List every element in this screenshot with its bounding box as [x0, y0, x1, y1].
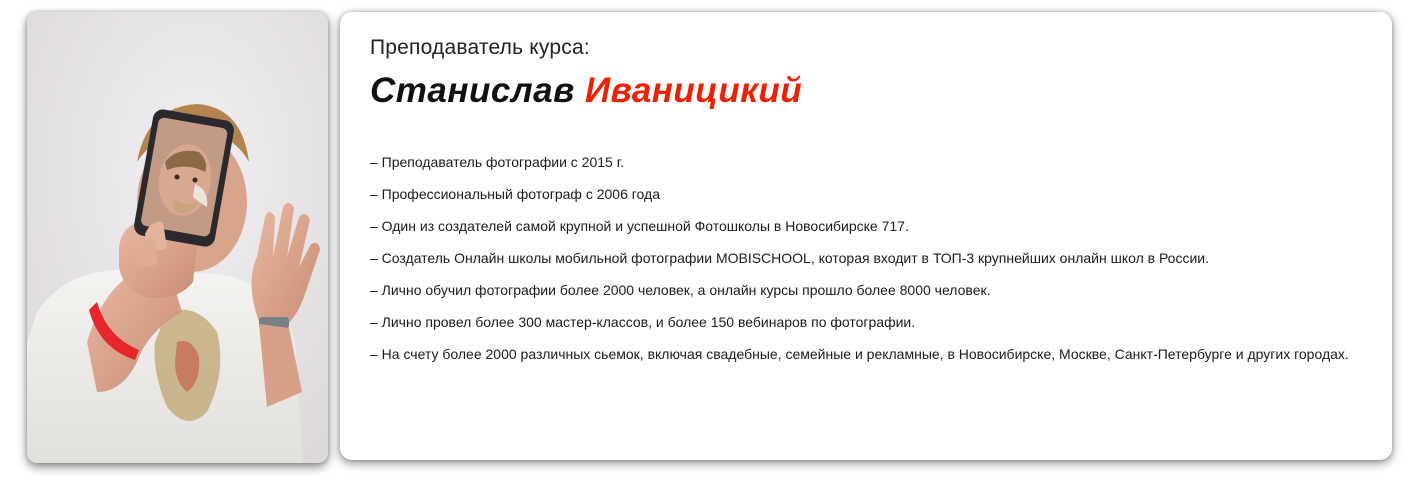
list-item: – Создатель Онлайн школы мобильной фотографии MOBISCHOOL, которая входит в ТОП-3 крупнейших онлайн школ в России.: [370, 250, 1210, 266]
teacher-portrait-image: [27, 12, 328, 463]
list-item: – Лично провел более 300 мастер-классов, и более 150 вебинаров по фотографии.: [370, 314, 916, 330]
list-item: – Один из создателей самой крупной и успешной Фотошколы в Новосибирске 717.: [370, 218, 909, 234]
teacher-info-card: [340, 12, 1392, 460]
teacher-first-name: Станислав: [370, 71, 575, 110]
teacher-achievements-list: [370, 146, 1370, 370]
teacher-last-name: Иваницикий: [584, 71, 803, 110]
list-item: – На счету более 2000 различных сьемок, включая свадебные, семейные и рекламные, в Новосибирске, Москве, Санкт-Петербурге и других городах.: [370, 346, 1349, 362]
list-item: – Лично обучил фотографии более 2000 человек, а онлайн курсы прошло более 8000 человек.: [370, 282, 991, 298]
list-item: – Профессиональный фотограф с 2006 года: [370, 186, 660, 202]
list-item: – Преподаватель фотографии с 2015 г.: [370, 154, 624, 170]
teacher-subtitle: Преподаватель курса:: [370, 36, 590, 59]
teacher-name: [370, 71, 802, 111]
teacher-photo: [27, 12, 328, 463]
